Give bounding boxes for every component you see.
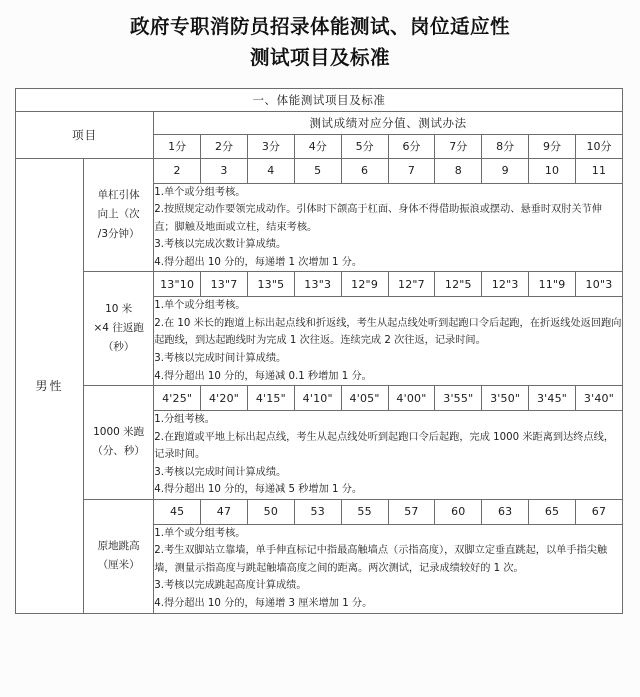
- event-score-value: 10"3: [575, 272, 622, 297]
- title-line-2: 测试项目及标准: [249, 45, 390, 69]
- event-description-line: 4.得分超出 10 分的，每递增 3 厘米增加 1 分。: [154, 597, 373, 609]
- project-header: 项目: [16, 111, 154, 158]
- event-name: [84, 386, 154, 500]
- event-description-line: 2.按照规定动作要领完成动作。引体时下颌高于杠面、身体不得借助振浪或摆动、悬垂时双肘关节伸直；脚触及地面或立柱，结束考核。: [154, 204, 602, 233]
- event-score-value: 8: [435, 158, 482, 183]
- event-score-value: 55: [341, 499, 388, 524]
- event-values-row: [16, 272, 623, 297]
- event-score-value: 4'00": [388, 386, 435, 411]
- event-score-value: 12"9: [341, 272, 388, 297]
- event-values-row: [16, 158, 623, 183]
- event-name-line: （秒）: [102, 341, 135, 354]
- event-name-line: ×4 往返跑: [93, 321, 144, 334]
- event-score-value: 3'45": [529, 386, 576, 411]
- event-score-value: 13"7: [201, 272, 248, 297]
- section-banner: 一、体能测试项目及标准: [16, 88, 623, 111]
- score-column-header: 10分: [575, 134, 622, 158]
- section-banner-row: [16, 88, 623, 111]
- standards-table-body: [16, 88, 623, 613]
- event-description-line: 2.考生双脚站立靠墙，单手伸直标记中指最高触墙点（示指高度），双脚立定垂直跳起，以单手指尖触墙，测量示指高度与跳起触墙高度之间的距离。两次测试，记录成绩较好的 1 次。: [154, 545, 608, 574]
- event-description-line: 2.在 10 米长的跑道上标出起点线和折返线，考生从起点线处听到起跑口令后起跑，在折返线处返回跑向起跑线，到达起跑线时为完成 1 次往返。连续完成 2 次往返，记录时间。: [154, 317, 622, 347]
- event-description: [154, 297, 623, 386]
- event-score-value: 57: [388, 499, 435, 524]
- title-line-1: 政府专职消防员招录体能测试、岗位适应性: [129, 15, 510, 38]
- score-column-header: 4分: [294, 134, 341, 158]
- event-description-line: 4.得分超出 10 分的，每递减 5 秒增加 1 分。: [154, 484, 363, 496]
- event-name-line: （厘米）: [97, 559, 140, 572]
- event-score-value: 3: [201, 158, 248, 183]
- event-name-line: /3分钟）: [97, 227, 140, 240]
- event-score-value: 2: [154, 158, 201, 183]
- subheader-row: [16, 111, 623, 134]
- event-name-line: 10 米: [105, 302, 133, 315]
- event-name: [84, 272, 154, 386]
- event-description-line: 3.考核以完成时间计算成绩。: [154, 352, 287, 364]
- event-score-value: 11: [575, 158, 622, 183]
- event-score-value: 4'15": [247, 386, 294, 411]
- event-description-line: 1.分组考核。: [154, 414, 215, 426]
- event-description-line: 4.得分超出 10 分的，每递增 1 次增加 1 分。: [154, 256, 363, 268]
- event-name-line: 单杠引体: [97, 188, 140, 201]
- score-column-header: 3分: [247, 134, 294, 158]
- event-description-line: 3.考核以完成次数计算成绩。: [154, 239, 287, 251]
- event-score-value: 4'05": [341, 386, 388, 411]
- score-method-header: 测试成绩对应分值、测试办法: [154, 111, 623, 134]
- event-score-value: 60: [435, 499, 482, 524]
- event-name-line: 原地跳高: [97, 539, 140, 552]
- event-score-value: 4: [247, 158, 294, 183]
- event-score-value: 4'10": [294, 386, 341, 411]
- event-name-line: 向上（次: [97, 208, 140, 221]
- event-score-value: 11"9: [529, 272, 576, 297]
- score-column-header: 1分: [154, 134, 201, 158]
- event-name-line: （分、秒）: [92, 445, 145, 458]
- event-description-line: 1.单个或分组考核。: [154, 300, 246, 312]
- score-column-header: 5分: [341, 134, 388, 158]
- event-description-line: 3.考核以完成时间计算成绩。: [154, 466, 287, 478]
- event-description-line: 1.单个或分组考核。: [154, 527, 246, 539]
- event-name: [84, 158, 154, 272]
- event-description: [154, 524, 623, 613]
- event-description: [154, 411, 623, 500]
- event-name: [84, 499, 154, 613]
- score-column-header: 2分: [201, 134, 248, 158]
- score-column-header: 6分: [388, 134, 435, 158]
- event-score-value: 4'20": [201, 386, 248, 411]
- event-score-value: 5: [294, 158, 341, 183]
- event-values-row: [16, 499, 623, 524]
- event-score-value: 45: [154, 499, 201, 524]
- event-score-value: 13"5: [247, 272, 294, 297]
- event-score-value: 10: [529, 158, 576, 183]
- event-description-line: 1.单个或分组考核。: [154, 186, 246, 198]
- event-score-value: 12"7: [388, 272, 435, 297]
- event-score-value: 65: [529, 499, 576, 524]
- event-score-value: 63: [482, 499, 529, 524]
- event-description: [154, 183, 623, 272]
- event-description-line: 2.在跑道或平地上标出起点线，考生从起点线处听到起跑口令后起跑，完成 1000 米距离到达终点线，记录时间。: [154, 431, 615, 461]
- event-score-value: 4'25": [154, 386, 201, 411]
- event-score-value: 12"3: [482, 272, 529, 297]
- event-score-value: 13"3: [294, 272, 341, 297]
- event-score-value: 12"5: [435, 272, 482, 297]
- score-column-header: 8分: [482, 134, 529, 158]
- event-score-value: 13"10: [154, 272, 201, 297]
- event-score-value: 47: [201, 499, 248, 524]
- document-title: [0, 0, 640, 74]
- event-description-line: 3.考核以完成跳起高度计算成绩。: [154, 580, 307, 592]
- event-values-row: [16, 386, 623, 411]
- event-name-line: 1000 米跑: [93, 426, 145, 438]
- gender-label: 男性: [16, 158, 84, 613]
- event-score-value: 3'40": [575, 386, 622, 411]
- event-score-value: 9: [482, 158, 529, 183]
- event-score-value: 7: [388, 158, 435, 183]
- standards-table: [15, 88, 623, 614]
- event-score-value: 67: [575, 499, 622, 524]
- event-score-value: 50: [247, 499, 294, 524]
- event-score-value: 53: [294, 499, 341, 524]
- event-score-value: 3'55": [435, 386, 482, 411]
- score-column-header: 7分: [435, 134, 482, 158]
- score-column-header: 9分: [529, 134, 576, 158]
- standards-table-wrapper: [15, 88, 623, 614]
- event-score-value: 6: [341, 158, 388, 183]
- event-description-line: 4.得分超出 10 分的，每递减 0.1 秒增加 1 分。: [154, 370, 372, 382]
- event-score-value: 3'50": [482, 386, 529, 411]
